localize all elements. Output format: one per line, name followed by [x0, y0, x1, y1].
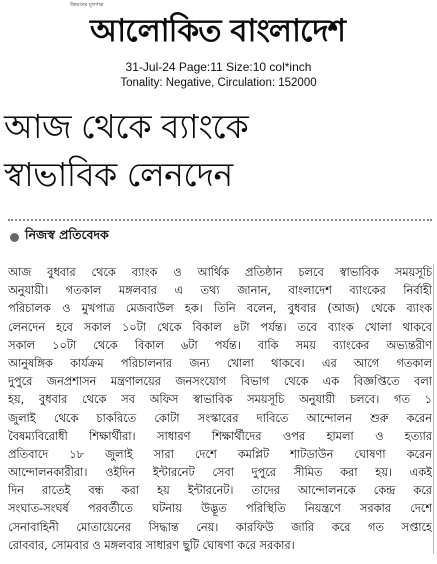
article-line: জুলাই থেকে চাকরিতে কোটা সংস্কারের দাবিতে আন্দোলন শুরু করেন: [8, 411, 432, 425]
article-line: হয়, বুধবার থেকে সব অফিস স্বাভাবিক সময়সূচি অনুযায়ী চলবে। গত ১: [8, 393, 432, 407]
masthead-tagline: উন্নয়নের মুখপাত্র: [70, 2, 104, 8]
masthead: [0, 0, 437, 60]
article-line: লেনদেন হবে সকাল ১০টা থেকে বিকাল ৪টা পর্যন্ত। তবে ব্যাংক খোলা থাকবে: [8, 320, 432, 334]
byline-text: নিজস্ব প্রতিবেদক: [25, 227, 109, 242]
dotted-divider: [8, 219, 432, 221]
article-line: দুপুরে জনপ্রশাসন মন্ত্রণালয়ের জনসংযোগ বিভাগ থেকে এক বিজ্ঞপ্তিতে বলা: [8, 375, 432, 389]
article-line: অনুযায়ী। গতকাল মঙ্গলবার এ তথ্য জানান, বাংলাদেশ ব্যাংকের নির্বাহী: [8, 284, 432, 298]
bullet-dot-icon: [10, 233, 19, 242]
article-line: সেনাবাহিনী মোতায়েনের সিদ্ধান্ত নেয়। কারফিউ জারি করে গত সপ্তাহে: [8, 520, 432, 534]
clipping-edge: [433, 264, 434, 554]
article-line: সংঘাত-সংঘর্ষ পরবর্তীতে ঘটনায় উদ্ভূত পরিস্থিতি নিয়ন্ত্রণে সরকার দেশে: [8, 502, 432, 516]
byline: [10, 227, 109, 247]
article-line: আন্দোলনকারীরা। ওইদিন ইন্টারনেট সেবা দুপুরে সীমিত করা হয়। একই: [8, 466, 432, 480]
article-line: প্রতিবাদে ১৮ জুলাই সারা দেশে কমপ্লিট শাটডাউন ঘোষণা করেন: [8, 447, 432, 461]
clipping-meta-tonality-circulation: Tonality: Negative, Circulation: 152000: [120, 77, 317, 89]
headline: [4, 103, 434, 199]
article-line: পরিচালক ও মুখপাত্র মেজবাউল হক। তিনি বলেন, বুধবার (আজ) থেকে ব্যাংক: [8, 302, 432, 316]
clipping-meta-date-page-size: 31-Jul-24 Page:11 Size:10 col*inch: [125, 60, 312, 74]
article-body: [8, 264, 432, 555]
article-line: সকাল ১০টা থেকে বিকাল ৬টা পর্যন্ত। বাকি সময় ব্যাংকের অভ্যন্তরীণ: [8, 338, 432, 352]
headline-line-2: স্বাভাবিক লেনদেন: [4, 155, 233, 194]
article-line: দিন রাতেই বন্ধ করা হয় ইন্টারনেট। তাদের আন্দোলনকে কেন্দ্র করে: [8, 484, 432, 498]
article-line: রোববার, সোমবার ও মঙ্গলবার সাধারণ ছুটি ঘোষণা করে সরকার।: [8, 538, 295, 552]
newspaper-name: আলোকিত বাংলাদেশ: [89, 13, 346, 49]
article-line: বৈষম্যবিরোধী শিক্ষার্থীরা। সাধারণ শিক্ষার্থীদের ওপর হামলা ও হত্যার: [8, 429, 432, 443]
article-line: আনুষঙ্গিক কার্যক্রম পরিচালনার জন্য খোলা থাকবে। এর আগে গতকাল: [8, 356, 432, 370]
headline-line-1: আজ থেকে ব্যাংকে: [4, 107, 249, 146]
article-line: আজ বুধবার থেকে ব্যাংক ও আর্থিক প্রতিষ্ঠান চলবে স্বাভাবিক সময়সূচি: [8, 266, 432, 279]
